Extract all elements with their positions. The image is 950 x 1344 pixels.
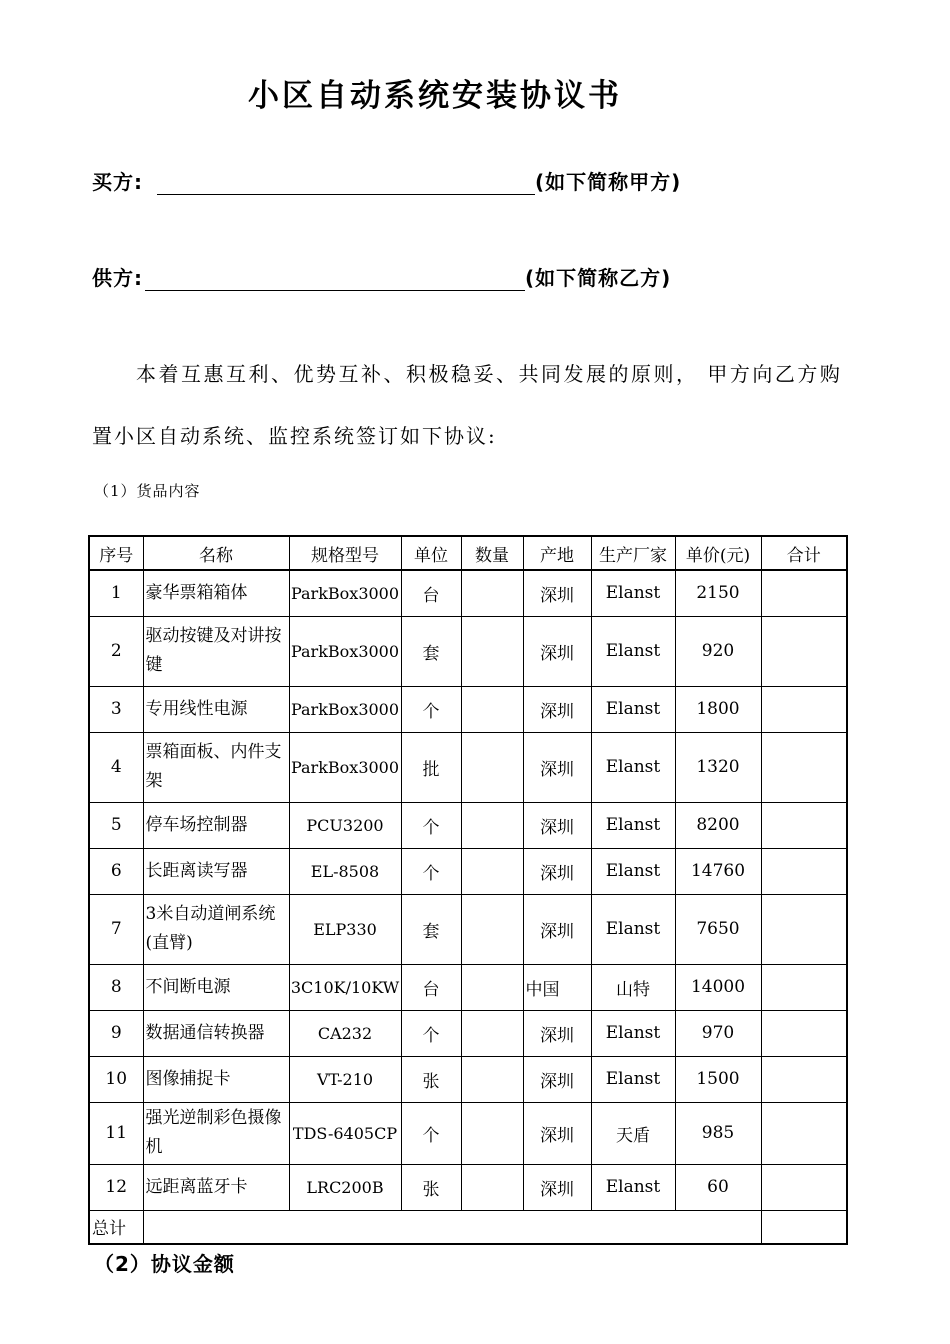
- total-span-cell: [143, 1210, 761, 1244]
- cell-price: 920: [675, 616, 761, 686]
- cell-origin: 深圳: [523, 1164, 591, 1210]
- cell-unit: 张: [401, 1164, 461, 1210]
- cell-no: 1: [89, 570, 143, 616]
- cell-maker: Elanst: [591, 1164, 675, 1210]
- table-row: [89, 1056, 847, 1102]
- cell-price: 2150: [675, 570, 761, 616]
- cell-name: 图像捕捉卡: [143, 1056, 289, 1102]
- cell-origin: 深圳: [523, 732, 591, 802]
- cell-no: 10: [89, 1056, 143, 1102]
- cell-origin: 深圳: [523, 686, 591, 732]
- seller-name-blank[interactable]: [145, 268, 525, 291]
- cell-model: CA232: [289, 1010, 401, 1056]
- cell-price: 60: [675, 1164, 761, 1210]
- cell-model: VT-210: [289, 1056, 401, 1102]
- table-row: [89, 732, 847, 802]
- cell-origin: 深圳: [523, 570, 591, 616]
- header-unit: 单位: [401, 536, 461, 570]
- cell-origin: 中国: [523, 964, 591, 1010]
- cell-maker: Elanst: [591, 570, 675, 616]
- cell-name: 长距离读写器: [143, 848, 289, 894]
- header-maker: 生产厂家: [591, 536, 675, 570]
- cell-unit: 台: [401, 570, 461, 616]
- total-label: 总计: [89, 1210, 143, 1244]
- cell-price: 1800: [675, 686, 761, 732]
- table-row: [89, 894, 847, 964]
- cell-qty[interactable]: [461, 686, 523, 732]
- cell-no: 2: [89, 616, 143, 686]
- cell-price: 985: [675, 1102, 761, 1164]
- cell-qty[interactable]: [461, 848, 523, 894]
- cell-unit: 批: [401, 732, 461, 802]
- table-header-row: [89, 536, 847, 570]
- cell-unit: 个: [401, 848, 461, 894]
- cell-no: 3: [89, 686, 143, 732]
- cell-model: PCU3200: [289, 802, 401, 848]
- cell-name: 强光逆制彩色摄像机: [143, 1102, 289, 1164]
- cell-model: ParkBox3000: [289, 570, 401, 616]
- cell-model: ParkBox3000: [289, 686, 401, 732]
- cell-maker: Elanst: [591, 894, 675, 964]
- cell-total[interactable]: [761, 1164, 847, 1210]
- cell-name: 专用线性电源: [143, 686, 289, 732]
- cell-model: LRC200B: [289, 1164, 401, 1210]
- buyer-label: 买方:: [92, 170, 143, 194]
- cell-price: 7650: [675, 894, 761, 964]
- cell-total[interactable]: [761, 802, 847, 848]
- cell-no: 8: [89, 964, 143, 1010]
- cell-price: 14000: [675, 964, 761, 1010]
- buyer-suffix: (如下简称甲方): [535, 170, 682, 194]
- cell-no: 11: [89, 1102, 143, 1164]
- cell-total[interactable]: [761, 616, 847, 686]
- table-row: [89, 1010, 847, 1056]
- section-goods-heading: （1）货品内容: [94, 482, 201, 500]
- cell-no: 9: [89, 1010, 143, 1056]
- cell-name: 3米自动道闸系统(直臂): [143, 894, 289, 964]
- cell-price: 1500: [675, 1056, 761, 1102]
- cell-model: TDS-6405CP: [289, 1102, 401, 1164]
- cell-price: 1320: [675, 732, 761, 802]
- grand-total-cell[interactable]: [761, 1210, 847, 1244]
- cell-maker: Elanst: [591, 1010, 675, 1056]
- cell-total[interactable]: [761, 686, 847, 732]
- cell-total[interactable]: [761, 1010, 847, 1056]
- cell-name: 票箱面板、内件支架: [143, 732, 289, 802]
- cell-no: 7: [89, 894, 143, 964]
- intro-line-1: 本着互惠互利、优势互补、积极稳妥、共同发展的原则， 甲方向乙方购: [136, 362, 843, 386]
- cell-model: ELP330: [289, 894, 401, 964]
- cell-unit: 张: [401, 1056, 461, 1102]
- cell-maker: Elanst: [591, 1056, 675, 1102]
- table-row: [89, 1102, 847, 1164]
- cell-unit: 套: [401, 616, 461, 686]
- cell-maker: 山特: [591, 964, 675, 1010]
- cell-model: ParkBox3000: [289, 616, 401, 686]
- goods-table: [88, 535, 848, 1245]
- cell-total[interactable]: [761, 732, 847, 802]
- cell-maker: Elanst: [591, 616, 675, 686]
- header-origin: 产地: [523, 536, 591, 570]
- cell-maker: Elanst: [591, 802, 675, 848]
- cell-qty[interactable]: [461, 894, 523, 964]
- cell-origin: 深圳: [523, 1056, 591, 1102]
- cell-no: 6: [89, 848, 143, 894]
- cell-maker: Elanst: [591, 848, 675, 894]
- cell-unit: 个: [401, 686, 461, 732]
- cell-unit: 台: [401, 964, 461, 1010]
- cell-qty[interactable]: [461, 964, 523, 1010]
- cell-origin: 深圳: [523, 1010, 591, 1056]
- cell-qty[interactable]: [461, 732, 523, 802]
- cell-total[interactable]: [761, 570, 847, 616]
- cell-price: 970: [675, 1010, 761, 1056]
- table-row: [89, 1164, 847, 1210]
- cell-qty[interactable]: [461, 1056, 523, 1102]
- seller-label: 供方:: [92, 266, 143, 290]
- cell-total[interactable]: [761, 1102, 847, 1164]
- cell-no: 12: [89, 1164, 143, 1210]
- section-amount-heading: （2）协议金额: [94, 1252, 235, 1276]
- cell-qty[interactable]: [461, 616, 523, 686]
- cell-origin: 深圳: [523, 802, 591, 848]
- intro-line-2: 置小区自动系统、监控系统签订如下协议:: [92, 424, 497, 448]
- cell-qty[interactable]: [461, 570, 523, 616]
- table-row: [89, 802, 847, 848]
- table-row: [89, 848, 847, 894]
- cell-qty[interactable]: [461, 1164, 523, 1210]
- cell-name: 停车场控制器: [143, 802, 289, 848]
- header-price: 单价(元): [675, 536, 761, 570]
- cell-qty[interactable]: [461, 1102, 523, 1164]
- cell-total[interactable]: [761, 894, 847, 964]
- cell-maker: 天盾: [591, 1102, 675, 1164]
- cell-model: ParkBox3000: [289, 732, 401, 802]
- cell-model: 3C10K/10KW: [289, 964, 401, 1010]
- cell-total[interactable]: [761, 848, 847, 894]
- cell-unit: 套: [401, 894, 461, 964]
- cell-unit: 个: [401, 1010, 461, 1056]
- cell-no: 5: [89, 802, 143, 848]
- cell-origin: 深圳: [523, 1102, 591, 1164]
- cell-name: 远距离蓝牙卡: [143, 1164, 289, 1210]
- cell-unit: 个: [401, 802, 461, 848]
- cell-name: 数据通信转换器: [143, 1010, 289, 1056]
- header-total: 合计: [761, 536, 847, 570]
- seller-suffix: (如下简称乙方): [525, 266, 672, 290]
- cell-name: 豪华票箱箱体: [143, 570, 289, 616]
- cell-model: EL-8508: [289, 848, 401, 894]
- cell-unit: 个: [401, 1102, 461, 1164]
- cell-maker: Elanst: [591, 686, 675, 732]
- cell-origin: 深圳: [523, 848, 591, 894]
- cell-total[interactable]: [761, 1056, 847, 1102]
- document-title: 小区自动系统安装协议书: [248, 78, 622, 114]
- cell-origin: 深圳: [523, 616, 591, 686]
- table-row: [89, 964, 847, 1010]
- cell-name: 驱动按键及对讲按键: [143, 616, 289, 686]
- cell-maker: Elanst: [591, 732, 675, 802]
- cell-price: 14760: [675, 848, 761, 894]
- cell-no: 4: [89, 732, 143, 802]
- cell-qty[interactable]: [461, 1010, 523, 1056]
- seller-line: [92, 262, 671, 291]
- cell-name: 不间断电源: [143, 964, 289, 1010]
- header-no: 序号: [89, 536, 143, 570]
- cell-total[interactable]: [761, 964, 847, 1010]
- buyer-name-blank[interactable]: [157, 172, 535, 195]
- table-total-row: [89, 1210, 847, 1244]
- table-row: [89, 570, 847, 616]
- table-row: [89, 616, 847, 686]
- table-row: [89, 686, 847, 732]
- cell-qty[interactable]: [461, 802, 523, 848]
- header-name: 名称: [143, 536, 289, 570]
- header-model: 规格型号: [289, 536, 401, 570]
- cell-origin: 深圳: [523, 894, 591, 964]
- buyer-line: [92, 166, 681, 195]
- header-qty: 数量: [461, 536, 523, 570]
- cell-price: 8200: [675, 802, 761, 848]
